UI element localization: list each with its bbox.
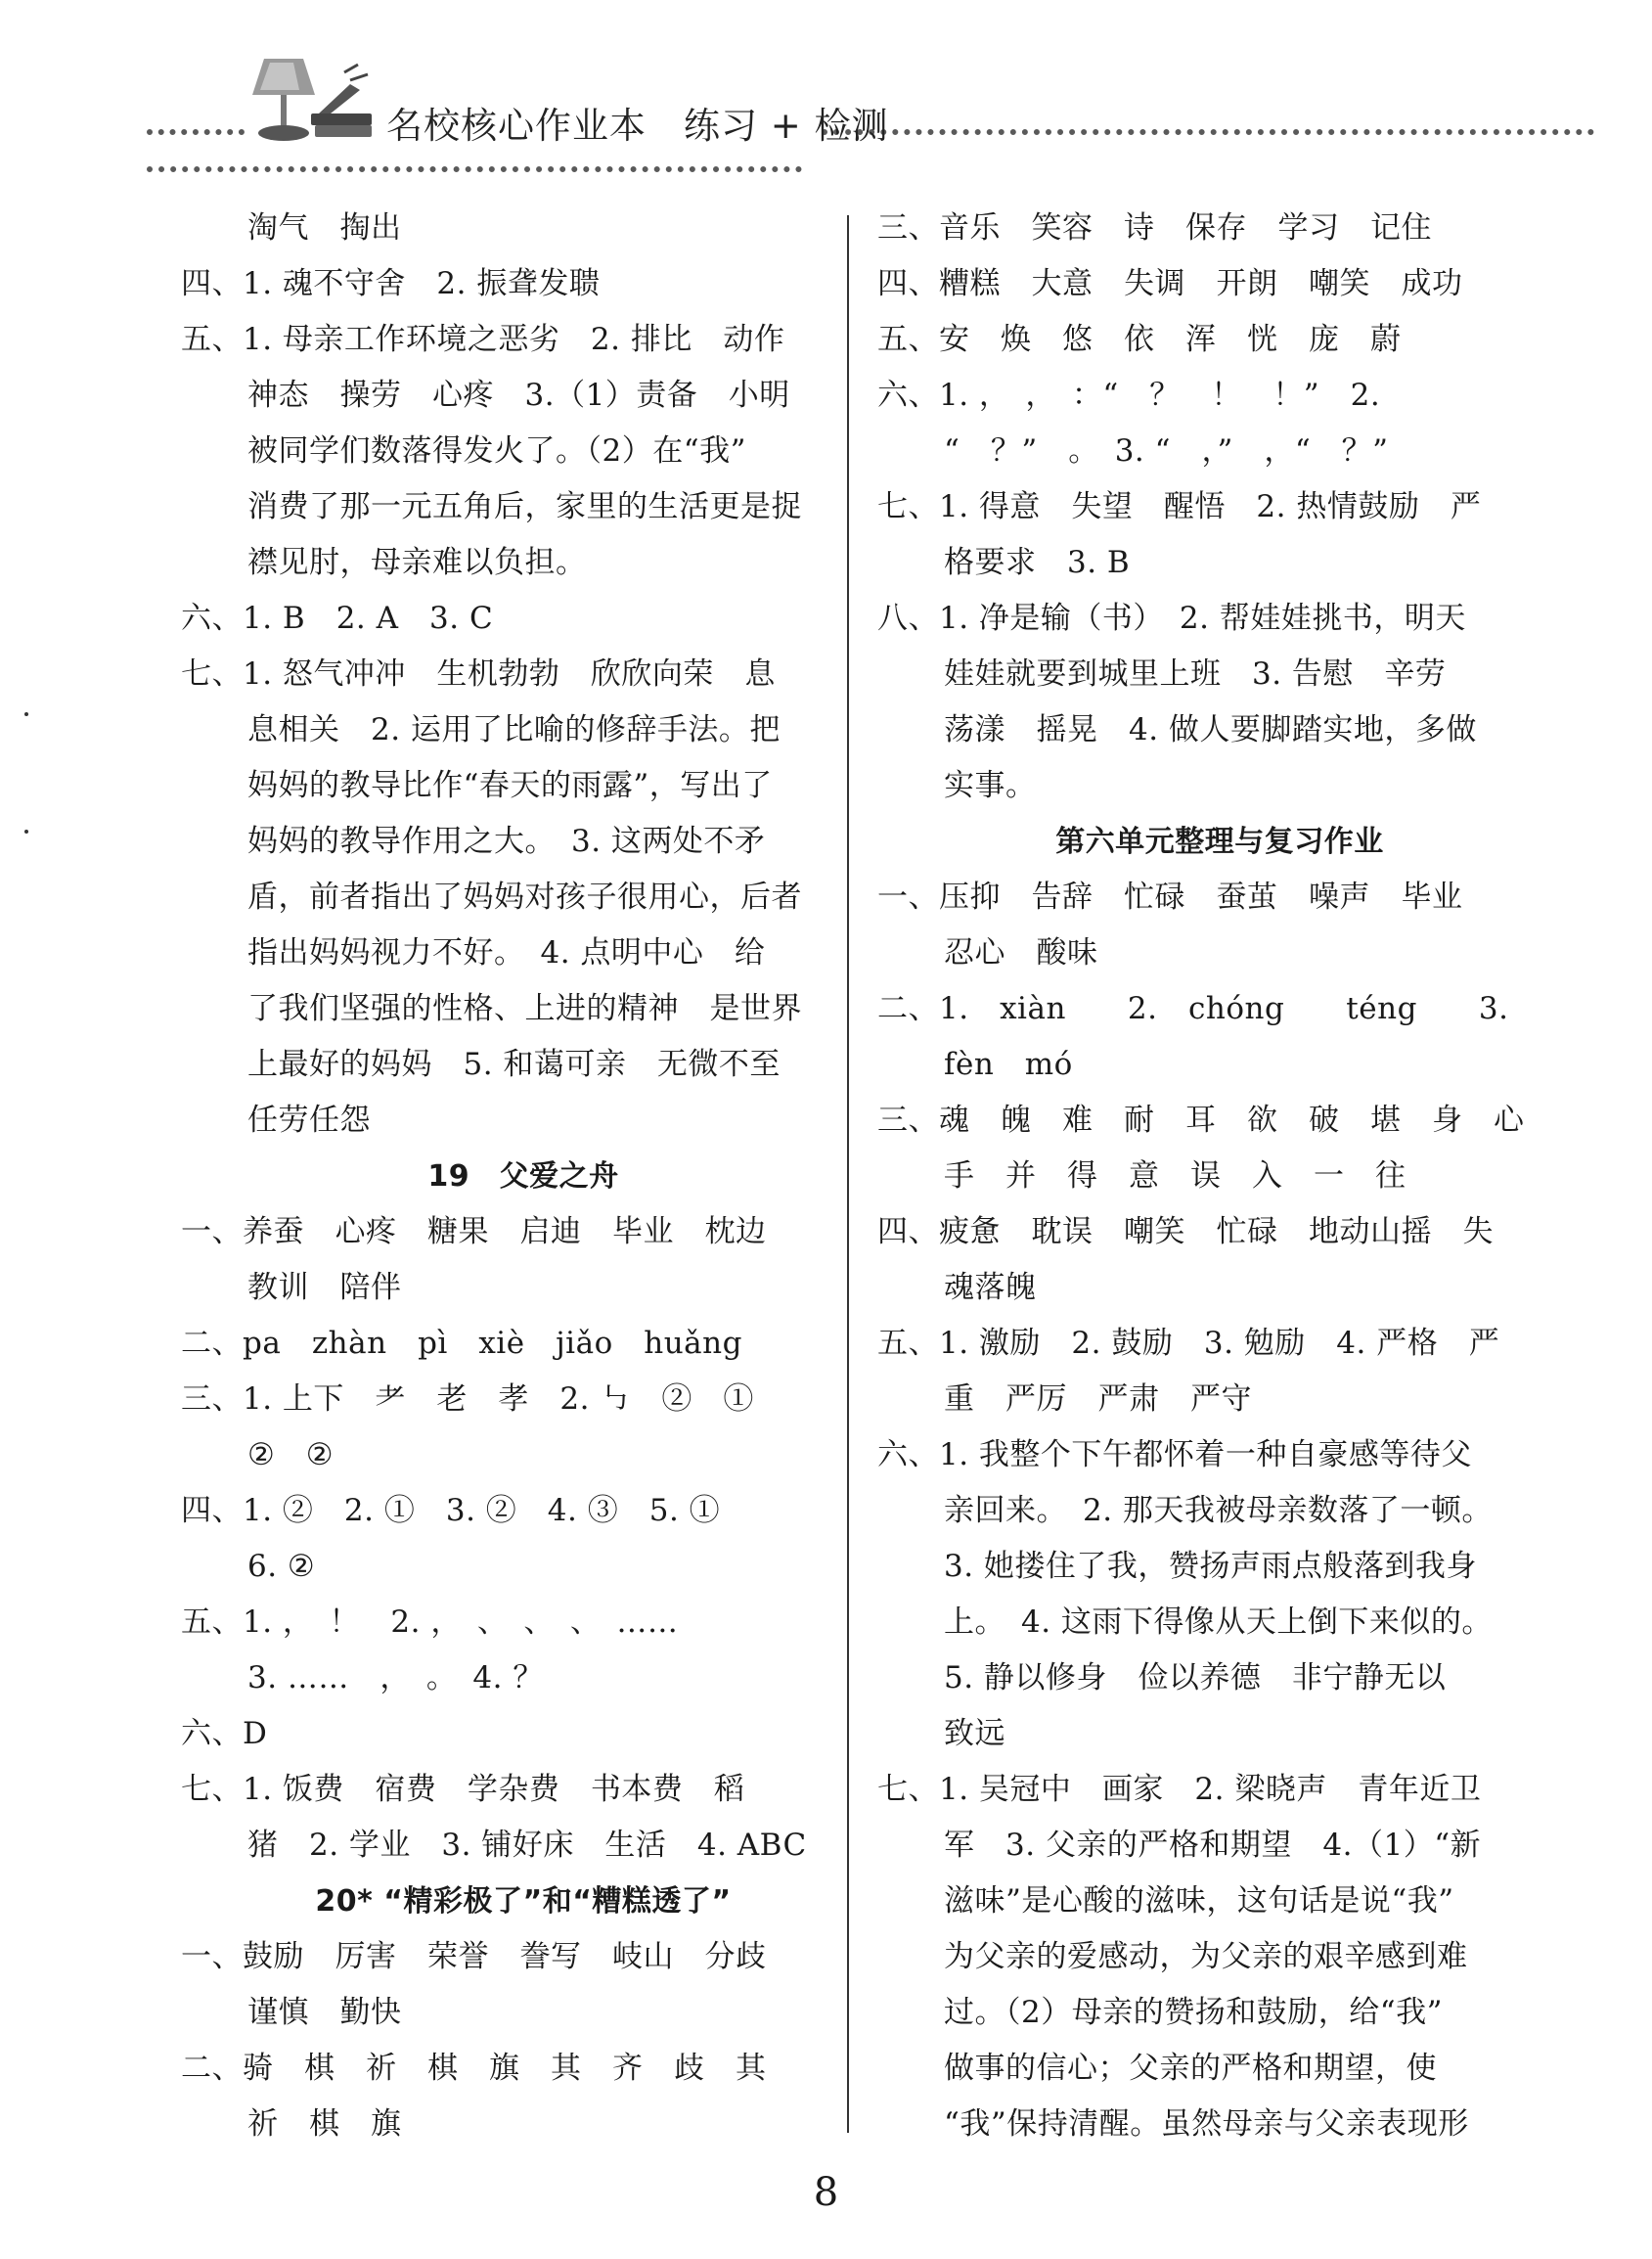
answer-line: 了我们坚强的性格、上进的精神 是世界 xyxy=(247,991,802,1026)
answer-line: 格要求 3. B xyxy=(944,545,1131,580)
page-header xyxy=(0,0,1652,196)
answer-line: 滋味”是心酸的滋味，这句话是说“我” xyxy=(944,1883,1454,1919)
answer-line: 四、疲惫 耽误 嘲笑 忙碌 地动山摇 失 xyxy=(877,1214,1494,1249)
dotted-rule-lower xyxy=(147,166,802,172)
answer-line: 荡漾 摇晃 4. 做人要脚踏实地，多做 xyxy=(944,712,1477,747)
answer-line: 忍心 酸味 xyxy=(944,935,1098,971)
answer-line: 妈妈的教导比作“春天的雨露”，写出了 xyxy=(247,768,773,803)
answer-line: 教训 陪伴 xyxy=(247,1270,402,1305)
answer-line: “我”保持清醒。虽然母亲与父亲表现形 xyxy=(944,2106,1469,2142)
answer-line: 淘气 掏出 xyxy=(247,210,402,246)
answer-line: 息相关 2. 运用了比喻的修辞手法。把 xyxy=(247,712,781,747)
answer-line: 三、1. 上下 耂 老 孝 2. ㇉ ② ① xyxy=(181,1381,754,1417)
answer-line: 盾，前者指出了妈妈对孩子很用心，后者 xyxy=(247,880,802,915)
answer-line: 3. …… ， 。 4. ？ xyxy=(247,1660,544,1695)
answer-line: 实事。 xyxy=(944,768,1037,803)
answer-line: 七、1. 饭费 宿费 学杂费 书本费 稻 xyxy=(181,1772,745,1807)
answer-line: 做事的信心；父亲的严格和期望，使 xyxy=(944,2051,1437,2086)
answer-line: 猪 2. 学业 3. 铺好床 生活 4. ABC xyxy=(247,1828,807,1863)
answer-line: 五、1. ， ！ 2. ， 、 、 、 …… xyxy=(181,1604,679,1640)
dotted-rule-right xyxy=(822,129,1594,135)
header-title: 名校核心作业本 练习 + 检测 xyxy=(386,105,889,147)
answer-line: 六、1. B 2. A 3. C xyxy=(181,601,494,636)
page-number: 8 xyxy=(813,2170,839,2215)
answer-line: 过。（2）母亲的赞扬和鼓励，给“我” xyxy=(944,1995,1443,2030)
answer-line: fèn mó xyxy=(944,1047,1073,1082)
answer-line: 亲回来。 2. 那天我被母亲数落了一顿。 xyxy=(944,1493,1493,1528)
answer-line: ② ② xyxy=(247,1437,335,1472)
answer-line: 神态 操劳 心疼 3.（1）责备 小明 xyxy=(247,378,790,413)
answer-line: “ ？” 。 3. “ ，” ，“ ？” xyxy=(944,433,1389,469)
dotted-rule-left xyxy=(147,129,245,135)
answer-line: 被同学们数落得发火了。（2）在“我” xyxy=(247,433,746,469)
answer-line: 手 并 得 意 误 入 一 往 xyxy=(944,1158,1406,1194)
right-answer-column xyxy=(877,201,1562,2152)
margin-mark xyxy=(24,712,28,716)
margin-mark xyxy=(24,830,28,834)
answer-line: 五、安 焕 悠 依 浑 恍 庞 蔚 xyxy=(877,322,1402,357)
column-divider xyxy=(847,215,849,2133)
answer-line: 襟见肘，母亲难以负担。 xyxy=(247,545,587,580)
section-heading: 20* “精彩极了”和“糟糕透了” xyxy=(315,1884,732,1919)
left-answer-column xyxy=(181,201,866,2152)
answer-line: 六、1. 我整个下午都怀着一种自豪感等待父 xyxy=(877,1437,1472,1472)
answer-line: 六、1. ， ， ：“ ？ ！ ！” 2. xyxy=(877,378,1381,413)
answer-line: 三、音乐 笑容 诗 保存 学习 记住 xyxy=(877,210,1432,246)
answer-line: 5. 静以修身 俭以养德 非宁静无以 xyxy=(944,1660,1447,1695)
answer-line: 二、骑 棋 祈 棋 旗 其 齐 歧 其 xyxy=(181,2051,767,2086)
answer-line: 三、魂 魄 难 耐 耳 欲 破 堪 身 心 xyxy=(877,1103,1525,1138)
answer-line: 致远 xyxy=(944,1716,1005,1751)
answer-line: 谨慎 勤快 xyxy=(247,1995,402,2030)
answer-line: 二、pa zhàn pì xiè jiǎo huǎng xyxy=(181,1326,742,1361)
answer-line: 七、1. 怒气冲冲 生机勃勃 欣欣向荣 息 xyxy=(181,656,776,692)
section-heading: 第六单元整理与复习作业 xyxy=(1055,825,1384,859)
answer-line: 娃娃就要到城里上班 3. 告慰 辛劳 xyxy=(944,656,1447,692)
answer-line: 四、1. ② 2. ① 3. ② 4. ③ 5. ① xyxy=(181,1493,721,1528)
answer-line: 妈妈的教导作用之大。 3. 这两处不矛 xyxy=(247,824,766,859)
section-heading: 19 父爱之舟 xyxy=(427,1159,619,1194)
answer-line: 任劳任怨 xyxy=(247,1103,371,1138)
answer-line: 八、1. 净是输（书） 2. 帮娃娃挑书，明天 xyxy=(877,601,1466,636)
answer-line: 四、1. 魂不守舍 2. 振聋发聩 xyxy=(181,266,601,301)
answer-line: 二、1. xiàn 2. chóng téng 3. xyxy=(877,991,1509,1026)
answer-line: 军 3. 父亲的严格和期望 4.（1）“新 xyxy=(944,1828,1482,1863)
lamp-and-books-icon xyxy=(235,51,381,149)
answer-line: 指出妈妈视力不好。 4. 点明中心 给 xyxy=(247,935,766,971)
answer-line: 重 严厉 严肃 严守 xyxy=(944,1381,1252,1417)
answer-line: 为父亲的爱感动，为父亲的艰辛感到难 xyxy=(944,1939,1468,1974)
answer-line: 一、养蚕 心疼 糖果 启迪 毕业 枕边 xyxy=(181,1214,767,1249)
answer-line: 四、糟糕 大意 失调 开朗 嘲笑 成功 xyxy=(877,266,1463,301)
answer-line: 七、1. 得意 失望 醒悟 2. 热情鼓励 严 xyxy=(877,489,1482,524)
answer-line: 六、D xyxy=(181,1716,268,1751)
answer-line: 一、鼓励 厉害 荣誉 誊写 岐山 分歧 xyxy=(181,1939,767,1974)
answer-line: 魂落魄 xyxy=(944,1270,1037,1305)
answer-line: 五、1. 母亲工作环境之恶劣 2. 排比 动作 xyxy=(181,322,785,357)
answer-line: 七、1. 吴冠中 画家 2. 梁晓声 青年近卫 xyxy=(877,1772,1482,1807)
answer-line: 3. 她搂住了我，赞扬声雨点般落到我身 xyxy=(944,1549,1477,1584)
answer-line: 一、压抑 告辞 忙碌 蚕茧 噪声 毕业 xyxy=(877,880,1463,915)
answer-line: 祈 棋 旗 xyxy=(247,2106,402,2142)
answer-line: 上最好的妈妈 5. 和蔼可亲 无微不至 xyxy=(247,1047,781,1082)
answer-line: 消费了那一元五角后，家里的生活更是捉 xyxy=(247,489,802,524)
answer-line: 五、1. 激励 2. 鼓励 3. 勉励 4. 严格 严 xyxy=(877,1326,1500,1361)
answer-line: 6. ② xyxy=(247,1549,316,1584)
answer-line: 上。 4. 这雨下得像从天上倒下来似的。 xyxy=(944,1604,1493,1640)
